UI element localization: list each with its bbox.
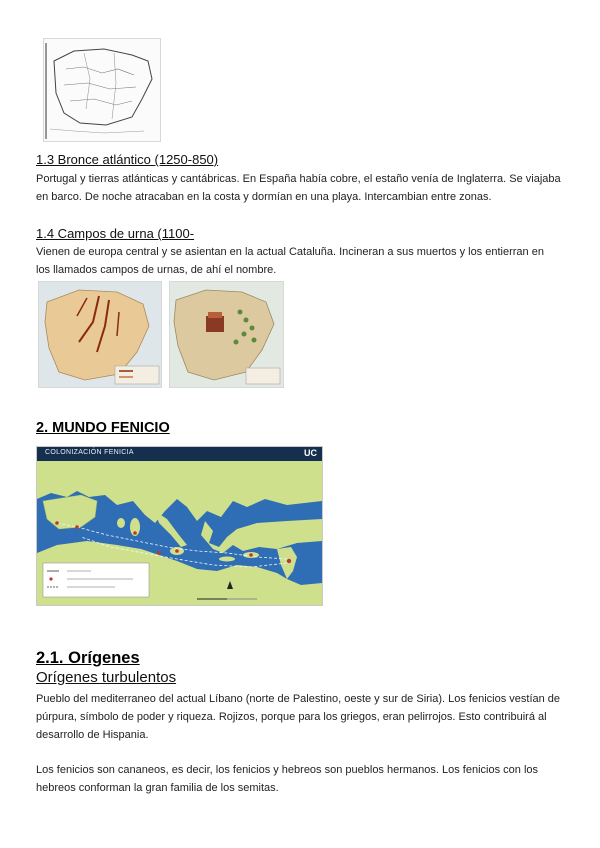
- text-line: Portugal y tierras atlánticas y cantábricas. En España había cobre, el estaño venía de Inglaterra. Se viajaba: [36, 173, 561, 185]
- campos-urna-map-left: [38, 281, 162, 388]
- text-line: Los fenicios son cananeos, es decir, los fenicios y hebreos son pueblos hermanos. Los fenicios con los: [36, 764, 539, 776]
- map-logo: UC: [304, 448, 317, 458]
- text-line: Vienen de europa central y se asientan en la actual Cataluña. Incineran a sus muertos y los entierran en: [36, 246, 544, 258]
- paragraph-origenes-2: [36, 761, 566, 797]
- iberia-sketch-svg: [44, 39, 160, 141]
- map-title: COLONIZACIÓN FENICIA: [45, 449, 134, 456]
- map-header-bar: [37, 447, 322, 461]
- text-line: en barco. De noche atracaban en la costa y dormían en una playa. Intercambian entre zonas.: [36, 191, 492, 203]
- text-line: los llamados campos de urnas, de ahí el nombre.: [36, 264, 277, 276]
- text-line: púrpura, símbolo de poder y riqueza. Rojizos, porque para los griegos, eran pelirrojos. Esto contribuirá al: [36, 711, 547, 723]
- heading-campos-de-urna: 1.4 Campos de urna (1100-: [36, 226, 195, 241]
- text-line: hebreos conforman la gran familia de los semitas.: [36, 782, 279, 794]
- colonizacion-fenicia-map: [36, 446, 323, 606]
- text-line: Pueblo del mediterraneo del actual Líbano (norte de Palestino, oeste y sur de Siria). Los fenicios vestían de: [36, 693, 561, 705]
- subheading-origenes-turbulentos: Orígenes turbulentos: [36, 669, 177, 686]
- heading-origenes: 2.1. Orígenes: [36, 649, 140, 667]
- text-line: desarrollo de Hispania.: [36, 729, 149, 741]
- campos-urna-map-right-svg: [170, 282, 283, 387]
- paragraph-bronce-atlantico: [36, 170, 566, 206]
- campos-urna-map-right: [169, 281, 284, 388]
- heading-bronce-atlantico: 1.3 Bronce atlántico (1250-850): [36, 152, 219, 167]
- campos-urna-map-left-svg: [39, 282, 161, 387]
- iberia-sketch-map: [43, 38, 161, 142]
- heading-mundo-fenicio: 2. MUNDO FENICIO: [36, 420, 170, 436]
- mediterranean-map-svg: [37, 461, 322, 605]
- paragraph-campos-de-urna: [36, 243, 566, 279]
- paragraph-origenes-1: [36, 690, 566, 744]
